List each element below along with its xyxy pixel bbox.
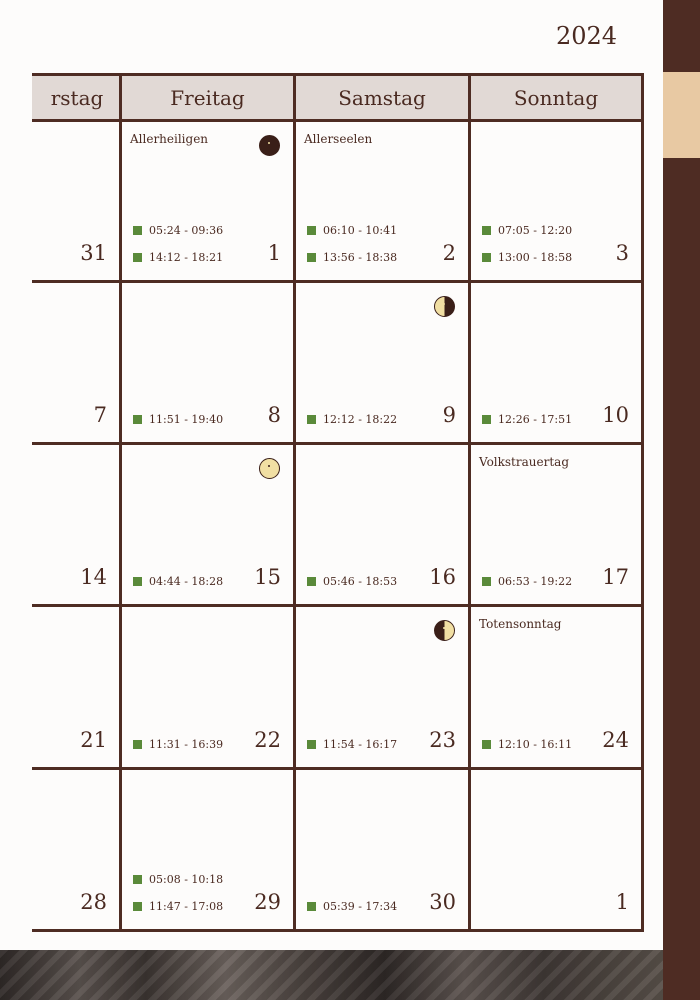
holiday-label: Volkstrauertag: [479, 455, 569, 469]
grid-line-horizontal: [32, 280, 644, 283]
grid-line-horizontal: [32, 929, 644, 932]
day-cell-friday[interactable]: [122, 770, 293, 929]
time-slot-text: 05:39 - 17:34: [323, 899, 398, 913]
time-slots: [307, 899, 397, 913]
time-slot: [133, 412, 223, 426]
green-square-icon: [133, 740, 142, 749]
time-slots: [307, 412, 397, 426]
green-square-icon: [482, 226, 491, 235]
calendar-grid: [32, 73, 644, 932]
moon-first-quarter-icon: [434, 296, 455, 317]
green-square-icon: [482, 253, 491, 262]
day-cell-saturday[interactable]: [296, 122, 468, 280]
time-slot-text: 06:53 - 19:22: [498, 574, 573, 588]
time-slot: [307, 223, 397, 237]
day-number: 16: [429, 565, 456, 589]
header-saturday: Samstag: [338, 86, 426, 110]
day-number: 15: [254, 565, 281, 589]
day-cell-sunday[interactable]: [471, 283, 641, 442]
moon-full-icon: [259, 458, 280, 479]
day-number: 30: [429, 890, 456, 914]
holiday-label: Totensonntag: [479, 617, 562, 631]
time-slot-text: 11:54 - 16:17: [323, 737, 398, 751]
time-slot: [482, 250, 572, 264]
time-slot-text: 04:44 - 18:28: [149, 574, 224, 588]
green-square-icon: [133, 415, 142, 424]
time-slot: [133, 737, 223, 751]
header-friday: Freitag: [170, 86, 245, 110]
green-square-icon: [133, 226, 142, 235]
header-sunday: Sonntag: [513, 86, 599, 110]
time-slot-text: 07:05 - 12:20: [498, 223, 573, 237]
month-tab-marker: [663, 72, 700, 158]
day-cell-thursday[interactable]: [35, 607, 119, 767]
time-slots: [133, 223, 223, 264]
day-cell-thursday[interactable]: [35, 122, 119, 280]
time-slots: [307, 223, 397, 264]
day-cell-saturday[interactable]: [296, 607, 468, 767]
grid-line-vertical: [468, 73, 471, 932]
time-slot-text: 05:46 - 18:53: [323, 574, 398, 588]
day-cell-sunday[interactable]: [471, 770, 641, 929]
moon-last-quarter-icon: [434, 620, 455, 641]
time-slot: [307, 574, 397, 588]
day-number: 24: [602, 728, 629, 752]
time-slots: [133, 737, 223, 751]
time-slot-text: 06:10 - 10:41: [323, 223, 398, 237]
green-square-icon: [482, 415, 491, 424]
time-slot-text: 13:00 - 18:58: [498, 250, 573, 264]
green-square-icon: [307, 577, 316, 586]
time-slot: [133, 223, 223, 237]
holiday-label: Allerseelen: [304, 132, 373, 146]
header-thursday: rstag: [50, 86, 104, 110]
day-number: 29: [254, 890, 281, 914]
time-slot-text: 13:56 - 18:38: [323, 250, 398, 264]
day-cell-thursday[interactable]: [35, 283, 119, 442]
time-slot: [482, 737, 572, 751]
day-number: 21: [80, 728, 107, 752]
moon-new-icon: [259, 135, 280, 156]
green-square-icon: [307, 415, 316, 424]
time-slot: [133, 574, 223, 588]
time-slot-text: 14:12 - 18:21: [149, 250, 224, 264]
time-slots: [482, 412, 572, 426]
time-slot: [482, 412, 572, 426]
day-number: 14: [80, 565, 107, 589]
day-number: 31: [80, 241, 107, 265]
bottom-photo-strip: [0, 950, 663, 1000]
day-number: 22: [254, 728, 281, 752]
holiday-label: Allerheiligen: [130, 132, 209, 146]
grid-line-horizontal: [32, 73, 644, 76]
time-slots: [307, 737, 397, 751]
day-cell-sunday[interactable]: [471, 607, 641, 767]
time-slot-text: 12:12 - 18:22: [323, 412, 398, 426]
day-number: 7: [93, 403, 107, 427]
time-slot: [307, 737, 397, 751]
day-cell-saturday[interactable]: [296, 770, 468, 929]
time-slots: [307, 574, 397, 588]
time-slot: [482, 574, 572, 588]
day-number: 9: [442, 403, 456, 427]
day-cell-thursday[interactable]: [35, 770, 119, 929]
time-slot-text: 11:47 - 17:08: [149, 899, 224, 913]
day-cell-friday[interactable]: [122, 122, 293, 280]
grid-line-vertical: [641, 73, 644, 932]
green-square-icon: [133, 875, 142, 884]
green-square-icon: [307, 902, 316, 911]
grid-line-horizontal: [32, 604, 644, 607]
green-square-icon: [482, 740, 491, 749]
day-cell-friday[interactable]: [122, 607, 293, 767]
day-number: 1: [615, 890, 629, 914]
time-slots: [482, 737, 572, 751]
grid-line-horizontal: [32, 442, 644, 445]
time-slot: [307, 899, 397, 913]
time-slot-text: 11:51 - 19:40: [149, 412, 224, 426]
green-square-icon: [307, 226, 316, 235]
day-cell-thursday[interactable]: [35, 445, 119, 604]
time-slots: [133, 412, 223, 426]
time-slot: [307, 250, 397, 264]
time-slot: [133, 250, 223, 264]
time-slot: [133, 899, 223, 913]
grid-line-vertical: [293, 73, 296, 932]
day-number: 8: [267, 403, 281, 427]
green-square-icon: [307, 740, 316, 749]
green-square-icon: [482, 577, 491, 586]
day-number: 1: [267, 241, 281, 265]
green-square-icon: [133, 577, 142, 586]
time-slot-text: 12:26 - 17:51: [498, 412, 573, 426]
time-slot-text: 12:10 - 16:11: [498, 737, 573, 751]
time-slots: [482, 574, 572, 588]
day-cell-saturday[interactable]: [296, 445, 468, 604]
grid-line-horizontal: [32, 767, 644, 770]
time-slots: [482, 223, 572, 264]
day-cell-friday[interactable]: [122, 445, 293, 604]
time-slot: [482, 223, 572, 237]
grid-line-vertical: [119, 73, 122, 932]
year-label: 2024: [556, 22, 618, 50]
time-slots: [133, 574, 223, 588]
time-slots: [133, 872, 223, 913]
day-cell-sunday[interactable]: [471, 122, 641, 280]
day-cell-sunday[interactable]: [471, 445, 641, 604]
time-slot-text: 11:31 - 16:39: [149, 737, 224, 751]
day-number: 17: [602, 565, 629, 589]
green-square-icon: [307, 253, 316, 262]
time-slot-text: 05:08 - 10:18: [149, 872, 224, 886]
day-number: 2: [442, 241, 456, 265]
day-number: 23: [429, 728, 456, 752]
grid-line-horizontal: [32, 119, 644, 122]
day-number: 3: [615, 241, 629, 265]
day-cell-friday[interactable]: [122, 283, 293, 442]
day-number: 28: [80, 890, 107, 914]
day-number: 10: [602, 403, 629, 427]
time-slot-text: 05:24 - 09:36: [149, 223, 224, 237]
day-cell-saturday[interactable]: [296, 283, 468, 442]
time-slot: [307, 412, 397, 426]
green-square-icon: [133, 253, 142, 262]
green-square-icon: [133, 902, 142, 911]
time-slot: [133, 872, 223, 886]
